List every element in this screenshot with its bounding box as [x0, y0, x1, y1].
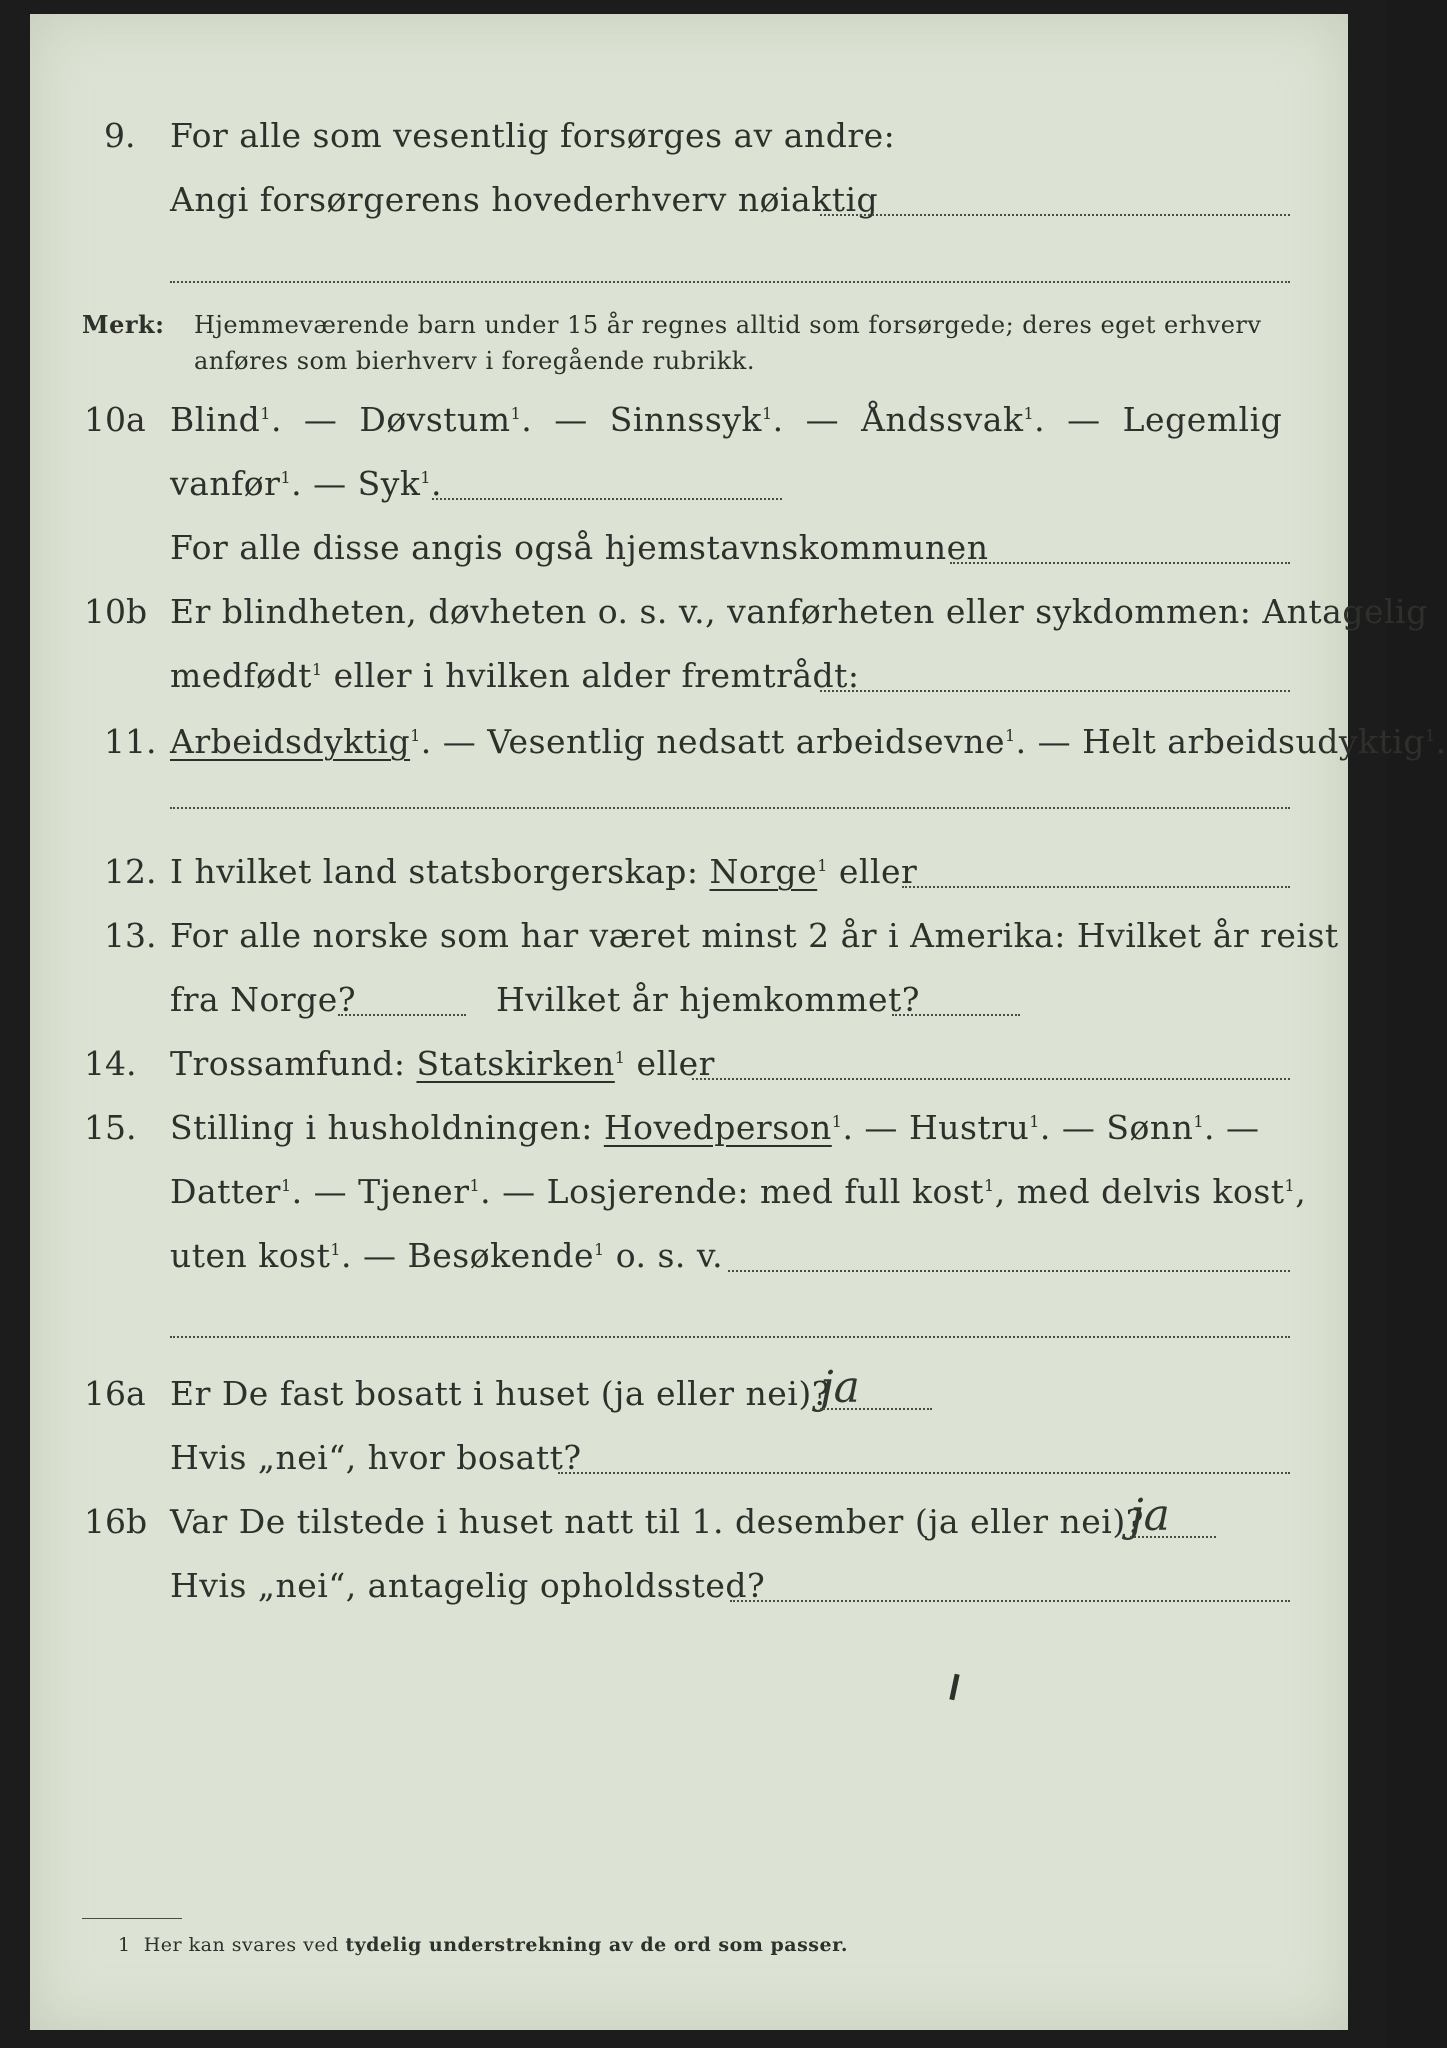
merk-line2: anføres som bierhverv i foregående rubrikk. [194, 347, 755, 375]
q15-line3: uten kost$^1$. — Besøkende$^1$ o. s. v. [170, 1236, 724, 1275]
q16b-location-line [730, 1600, 1290, 1602]
q9-line1: For alle som vesentlig forsørges av andre: [170, 116, 896, 155]
q10b-line2: medfødt$^1$ eller i hvilken alder fremtrådt: [170, 656, 860, 695]
q13-number: 13. [104, 916, 157, 955]
q10b-line1: Er blindheten, døvheten o. s. v., vanførheten eller sykdommen: Antagelig [170, 592, 1428, 631]
q9-number: 9. [104, 116, 136, 155]
q16b-line2: Hvis „nei“, antagelig opholdssted? [170, 1566, 766, 1605]
q15-selected-option: Hovedperson [603, 1108, 832, 1147]
q10a-line2: vanfør$^1$. — Syk$^1$. [170, 464, 443, 503]
q12-answer-line [902, 886, 1290, 888]
q10a-answer-line [432, 498, 782, 500]
q11-line1: Arbeidsdyktig$^1$. — Vesentlig nedsatt arbeidsevne$^1$. — Helt arbeidsudyktig$^1$. [170, 722, 1447, 761]
q16b-line1: Var De tilstede i huset natt til 1. desember (ja eller nei)? [170, 1502, 1144, 1541]
q10b-answer-line [820, 690, 1290, 692]
q14-answer-line [692, 1078, 1290, 1080]
q16b-answer-line [1130, 1536, 1216, 1538]
q13-emigrated-line [338, 1014, 466, 1016]
q9-line2: Angi forsørgerens hovederhverv nøiaktig [170, 180, 879, 219]
q15-answer-line [728, 1270, 1290, 1272]
q10a-line1: Blind$^1$. — Døvstum$^1$. — Sinnssyk$^1$. — Åndssvak$^1$. — Legemlig [170, 400, 1283, 439]
q14-selected-option: Statskirken [416, 1044, 615, 1083]
q16b-handwritten-answer: ja [1130, 1490, 1170, 1541]
q15-number: 15. [84, 1108, 137, 1147]
q13-line2b: Hvilket år hjemkommet? [496, 980, 920, 1019]
q16a-answer-line [820, 1408, 932, 1410]
q16a-line2: Hvis „nei“, hvor bosatt? [170, 1438, 582, 1477]
merk-label: Merk: [82, 310, 165, 339]
q13-line2a: fra Norge? [170, 980, 357, 1019]
q13-returned-line [892, 1014, 1020, 1016]
q16a-number: 16a [84, 1374, 146, 1413]
q12-selected-option: Norge [709, 852, 818, 891]
q15-line2: Datter$^1$. — Tjener$^1$. — Losjerende: med full kost$^1$, med delvis kost$^1$, [170, 1172, 1307, 1211]
q9-answer-line-2 [170, 281, 1290, 283]
q13-line1: For alle norske som har været minst 2 år i Amerika: Hvilket år reist [170, 916, 1339, 955]
q10a-home-line [950, 562, 1290, 564]
footnote-text: 1 Her kan svares ved tydelig understrekning av de ord som passer. [118, 1934, 848, 1956]
q11-answer-line [170, 807, 1290, 809]
merk-line1: Hjemmeværende barn under 15 år regnes alltid som forsørgede; deres eget erhverv [194, 311, 1262, 339]
q16b-number: 16b [84, 1502, 148, 1541]
form-sheet [30, 14, 1447, 2030]
q14-number: 14. [84, 1044, 137, 1083]
q12-line1: I hvilket land statsborgerskap: Norge$^1$ eller [170, 852, 918, 891]
q10a-number: 10a [84, 400, 146, 439]
q12-number: 12. [104, 852, 157, 891]
q11-number: 11. [104, 722, 157, 761]
pen-mark [949, 1674, 959, 1700]
q9-answer-line [820, 214, 1290, 216]
q16a-line1: Er De fast bosatt i huset (ja eller nei)? [170, 1374, 830, 1413]
q14-line1: Trossamfund: Statskirken$^1$ eller [170, 1044, 715, 1083]
footnote-rule [82, 1918, 182, 1919]
q15-line1: Stilling i husholdningen: Hovedperson$^1$. — Hustru$^1$. — Sønn$^1$. — [170, 1108, 1260, 1147]
q10a-line3: For alle disse angis også hjemstavnskommunen [170, 528, 989, 567]
q15-answer-line-2 [170, 1336, 1290, 1338]
q16a-handwritten-answer: ja [820, 1362, 860, 1413]
q11-selected-option: Arbeidsdyktig [170, 722, 411, 761]
q16a-where-line [558, 1472, 1290, 1474]
q10b-number: 10b [84, 592, 148, 631]
